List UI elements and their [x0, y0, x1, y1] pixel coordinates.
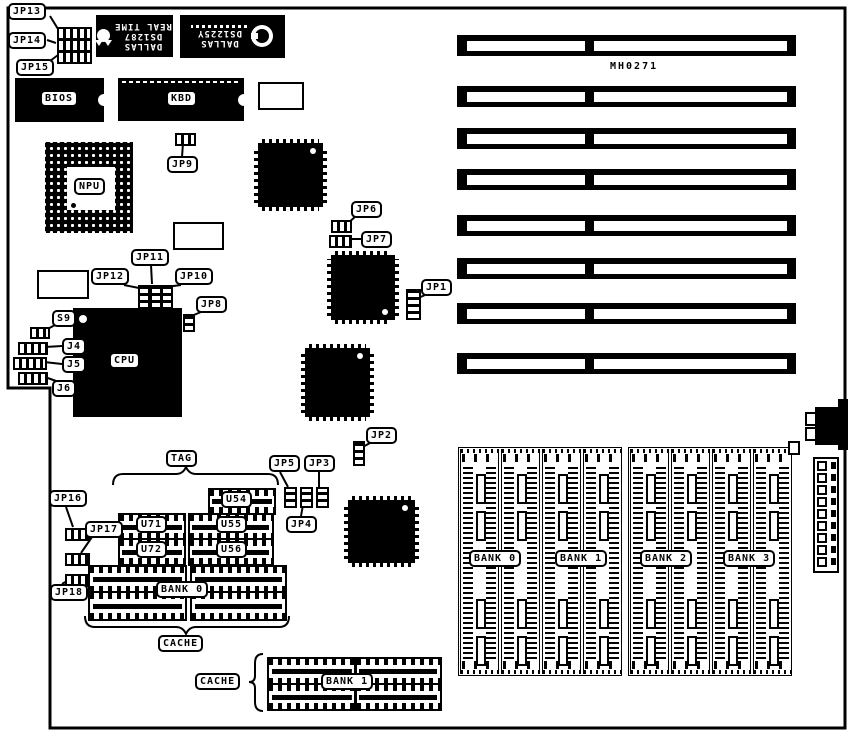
simm-socket-slot	[728, 511, 738, 541]
simm-socket-slot	[558, 636, 568, 666]
qfp-pins	[327, 259, 331, 316]
qfp-pins	[309, 344, 366, 348]
simm-socket-detail	[609, 464, 619, 659]
simm-socket-detail	[755, 454, 790, 462]
kbd-chip-notch	[238, 94, 250, 106]
simm-socket-slot	[728, 474, 738, 504]
j6-label: J6	[52, 380, 76, 397]
jumper-block	[331, 220, 352, 233]
qfp-pins	[262, 207, 319, 211]
simm-socket-detail	[697, 464, 707, 659]
oscillator-2	[173, 222, 224, 250]
nvram-part: DS1225Y	[197, 28, 242, 38]
jumper-block	[284, 487, 297, 508]
power-pin	[831, 558, 836, 565]
simm-socket-slot	[558, 599, 568, 629]
simm-socket-slot	[687, 474, 697, 504]
isa-slot-key1	[467, 309, 585, 319]
j4-label: J4	[62, 338, 86, 355]
simm-bank1-label: BANK 1	[555, 550, 607, 567]
qfp-pins	[262, 139, 319, 143]
isa-slot-key2	[594, 309, 787, 319]
isa-slot-key2	[594, 134, 787, 144]
isa-slot-key2	[594, 175, 787, 185]
power-pin	[831, 534, 836, 541]
qfp-pins	[344, 504, 348, 559]
isa-slot-key2	[594, 41, 787, 51]
dallas-clock-logo-icon	[252, 26, 274, 48]
simm-socket-detail	[585, 454, 620, 462]
simm-socket-slot	[517, 599, 527, 629]
isa-slot-key1	[467, 264, 585, 274]
jumper-block	[183, 314, 195, 332]
power-pin	[831, 546, 836, 553]
jumper-block	[13, 357, 47, 370]
keyboard-connector-pin-1	[805, 412, 817, 426]
simm-socket-detail	[545, 464, 555, 659]
s9-label: S9	[52, 310, 76, 327]
power-pin	[831, 498, 836, 505]
cpu-label: CPU	[109, 352, 140, 369]
simm-socket-slot	[769, 636, 779, 666]
cpu-pin1-dot	[79, 315, 87, 323]
jp5-label: JP5	[269, 455, 300, 472]
isa-slot-key1	[467, 175, 585, 185]
isa-slot-key2	[594, 359, 787, 369]
qfp-pin1-dot	[382, 309, 388, 315]
simm-socket-detail	[503, 454, 538, 462]
qfp-pins	[301, 352, 305, 413]
simm-socket-slot	[728, 636, 738, 666]
jumper-block	[30, 327, 50, 339]
kbd-label: KBD	[166, 90, 197, 107]
u55-label: U55	[216, 516, 247, 533]
jp11-label: JP11	[131, 249, 169, 266]
jp14-label: JP14	[8, 32, 46, 49]
simm-socket-detail	[461, 670, 498, 674]
simm-socket-detail	[502, 670, 539, 674]
jumper-block	[18, 342, 48, 355]
jp9-label: JP9	[167, 156, 198, 173]
qfp-chip	[301, 344, 374, 421]
power-pin	[831, 486, 836, 493]
qfp-pins	[309, 417, 366, 421]
jp7-label: JP7	[361, 231, 392, 248]
power-pin-housing	[817, 509, 827, 519]
simm-bank3-label: BANK 3	[723, 550, 775, 567]
npu-label: NPU	[74, 178, 105, 195]
kbd-chip-stripe	[122, 81, 240, 83]
power-pin-housing	[817, 521, 827, 531]
tag-brace	[113, 467, 278, 485]
simm-socket-slot	[769, 474, 779, 504]
jp3-label: JP3	[304, 455, 335, 472]
u71-label: U71	[136, 516, 167, 533]
power-pin	[831, 522, 836, 529]
simm-socket-detail	[543, 449, 580, 453]
simm-socket-slot	[476, 599, 486, 629]
simm-socket-detail	[632, 454, 667, 462]
isa-slot	[457, 169, 796, 190]
simm-socket-slot	[476, 511, 486, 541]
power-pin-housing	[817, 485, 827, 495]
isa-slot-key1	[467, 134, 585, 144]
simm-socket-slot	[599, 474, 609, 504]
isa-slot	[457, 353, 796, 374]
jp10-label: JP10	[175, 268, 213, 285]
qfp-pins	[254, 147, 258, 203]
cache-bank1-brace	[249, 654, 263, 711]
jumper-block	[65, 553, 90, 566]
simm-socket-detail	[754, 670, 791, 674]
isa-slot	[457, 258, 796, 279]
dallas-ds1287-chip	[96, 15, 173, 57]
dallas-ds1225y-chip	[180, 15, 285, 58]
simm-socket-detail	[502, 449, 539, 453]
isa-slot	[457, 35, 796, 56]
keyboard-din-connector	[815, 407, 839, 445]
edge-component	[788, 441, 800, 455]
simm-socket-slot	[517, 636, 527, 666]
qfp-pin1-dot	[357, 353, 363, 359]
simm-socket-slot	[476, 636, 486, 666]
jumper-block	[175, 133, 196, 146]
rtc-part: DS1287	[123, 31, 163, 41]
simm-bank2-label: BANK 2	[640, 550, 692, 567]
simm-socket-slot	[687, 599, 697, 629]
simm-socket-detail	[527, 464, 537, 659]
bios-chip-notch	[98, 94, 110, 106]
isa-slot	[457, 86, 796, 107]
jumper-block	[57, 51, 92, 64]
simm-socket-slot	[558, 474, 568, 504]
dallas-ds1287-text	[114, 21, 172, 51]
jp8-label: JP8	[196, 296, 227, 313]
cache-label-2: CACHE	[195, 673, 240, 690]
jp6-label: JP6	[351, 201, 382, 218]
jumper-block	[161, 285, 173, 309]
simm-socket-slot	[646, 636, 656, 666]
nvram-datecode-marks	[192, 25, 248, 28]
isa-slot-key2	[594, 92, 787, 102]
simm-bank0-label: BANK 0	[469, 550, 521, 567]
isa-slot-key1	[467, 41, 585, 51]
simm-socket-slot	[517, 511, 527, 541]
simm-socket-slot	[646, 599, 656, 629]
simm-socket-slot	[558, 511, 568, 541]
simm-socket-detail	[584, 449, 621, 453]
jp15-label: JP15	[16, 59, 54, 76]
keyboard-connector-pin-2	[805, 427, 817, 441]
qfp-chip	[327, 251, 399, 324]
simm-socket-detail	[543, 670, 580, 674]
u54-label: U54	[221, 491, 252, 508]
isa-slot-key2	[594, 221, 787, 231]
simm-socket-detail	[713, 670, 750, 674]
jumper-block	[300, 487, 313, 508]
dallas-bat-logo-icon	[97, 30, 110, 43]
rtc-line3: REAL TIME	[114, 21, 172, 31]
simm-socket-slot	[769, 511, 779, 541]
qfp-chip	[254, 139, 327, 211]
jp12-label: JP12	[91, 268, 129, 285]
qfp-pin1-dot	[402, 505, 408, 511]
board-id-text: MH0271	[610, 61, 659, 72]
jumper-block	[138, 285, 150, 309]
simm-socket-detail	[672, 670, 709, 674]
simm-socket-detail	[462, 454, 497, 462]
simm-socket-slot	[517, 474, 527, 504]
power-pin-housing	[817, 545, 827, 555]
jp18-label: JP18	[50, 584, 88, 601]
jumper-block	[18, 372, 48, 385]
u72-label: U72	[136, 541, 167, 558]
isa-slot	[457, 128, 796, 149]
jumper-block	[329, 235, 352, 248]
nvram-brand: DALLAS	[200, 38, 239, 48]
simm-socket-slot	[599, 636, 609, 666]
jp13-label: JP13	[8, 3, 46, 20]
power-pin-housing	[817, 557, 827, 567]
rtc-brand: DALLAS	[123, 41, 163, 51]
isa-slot	[457, 215, 796, 236]
simm-socket-detail	[779, 464, 789, 659]
qfp-pins	[352, 563, 411, 567]
qfp-pins	[395, 259, 399, 316]
power-pin-housing	[817, 533, 827, 543]
bios-label: BIOS	[40, 90, 78, 107]
cache-bank0-label: BANK 0	[156, 581, 208, 598]
simm-socket-detail	[631, 449, 668, 453]
cache-label-1: CACHE	[158, 635, 203, 652]
simm-socket-slot	[687, 511, 697, 541]
simm-socket-slot	[476, 474, 486, 504]
power-pin-housing	[817, 497, 827, 507]
power-pin	[831, 474, 836, 481]
oscillator-1	[258, 82, 304, 110]
jp16-label: JP16	[49, 490, 87, 507]
simm-socket-detail	[672, 449, 709, 453]
simm-socket-detail	[714, 454, 749, 462]
qfp-pins	[415, 504, 419, 559]
u56-label: U56	[216, 541, 247, 558]
jumper-block	[406, 289, 421, 320]
isa-slot-key1	[467, 92, 585, 102]
qfp-pins	[335, 251, 391, 255]
isa-slot-key2	[594, 264, 787, 274]
simm-socket-slot	[769, 599, 779, 629]
qfp-pin1-dot	[310, 148, 316, 154]
jumper-block	[316, 487, 329, 508]
power-pin	[831, 462, 836, 469]
jumper-block	[353, 441, 365, 466]
qfp-chip	[344, 496, 419, 567]
simm-socket-slot	[646, 474, 656, 504]
simm-socket-slot	[646, 511, 656, 541]
simm-socket-detail	[673, 454, 708, 462]
simm-socket-detail	[584, 670, 621, 674]
isa-slot-key1	[467, 359, 585, 369]
qfp-pins	[335, 320, 391, 324]
isa-slot	[457, 303, 796, 324]
jp4-label: JP4	[286, 516, 317, 533]
simm-socket-slot	[728, 599, 738, 629]
jp1-label: JP1	[421, 279, 452, 296]
jp17-label: JP17	[85, 521, 123, 538]
qfp-pins	[323, 147, 327, 203]
j5-label: J5	[62, 356, 86, 373]
simm-socket-detail	[713, 449, 750, 453]
qfp-pins	[370, 352, 374, 413]
isa-slot-key1	[467, 221, 585, 231]
power-pin	[831, 510, 836, 517]
simm-socket-detail	[544, 454, 579, 462]
tag-label: TAG	[166, 450, 197, 467]
jp2-label: JP2	[366, 427, 397, 444]
power-pin-housing	[817, 473, 827, 483]
power-pin-housing	[817, 461, 827, 471]
simm-socket-slot	[687, 636, 697, 666]
simm-socket-slot	[599, 599, 609, 629]
oscillator-3	[37, 270, 89, 299]
simm-socket-detail	[754, 449, 791, 453]
cache-bank1-label: BANK 1	[321, 673, 373, 690]
simm-socket-detail	[631, 670, 668, 674]
qfp-pins	[352, 496, 411, 500]
keyboard-din-connector-bracket	[838, 399, 848, 450]
npu-pin1-dot	[71, 203, 76, 208]
power-connector	[813, 457, 839, 573]
simm-socket-slot	[599, 511, 609, 541]
dallas-ds1225y-text	[192, 25, 248, 48]
simm-socket-detail	[461, 449, 498, 453]
